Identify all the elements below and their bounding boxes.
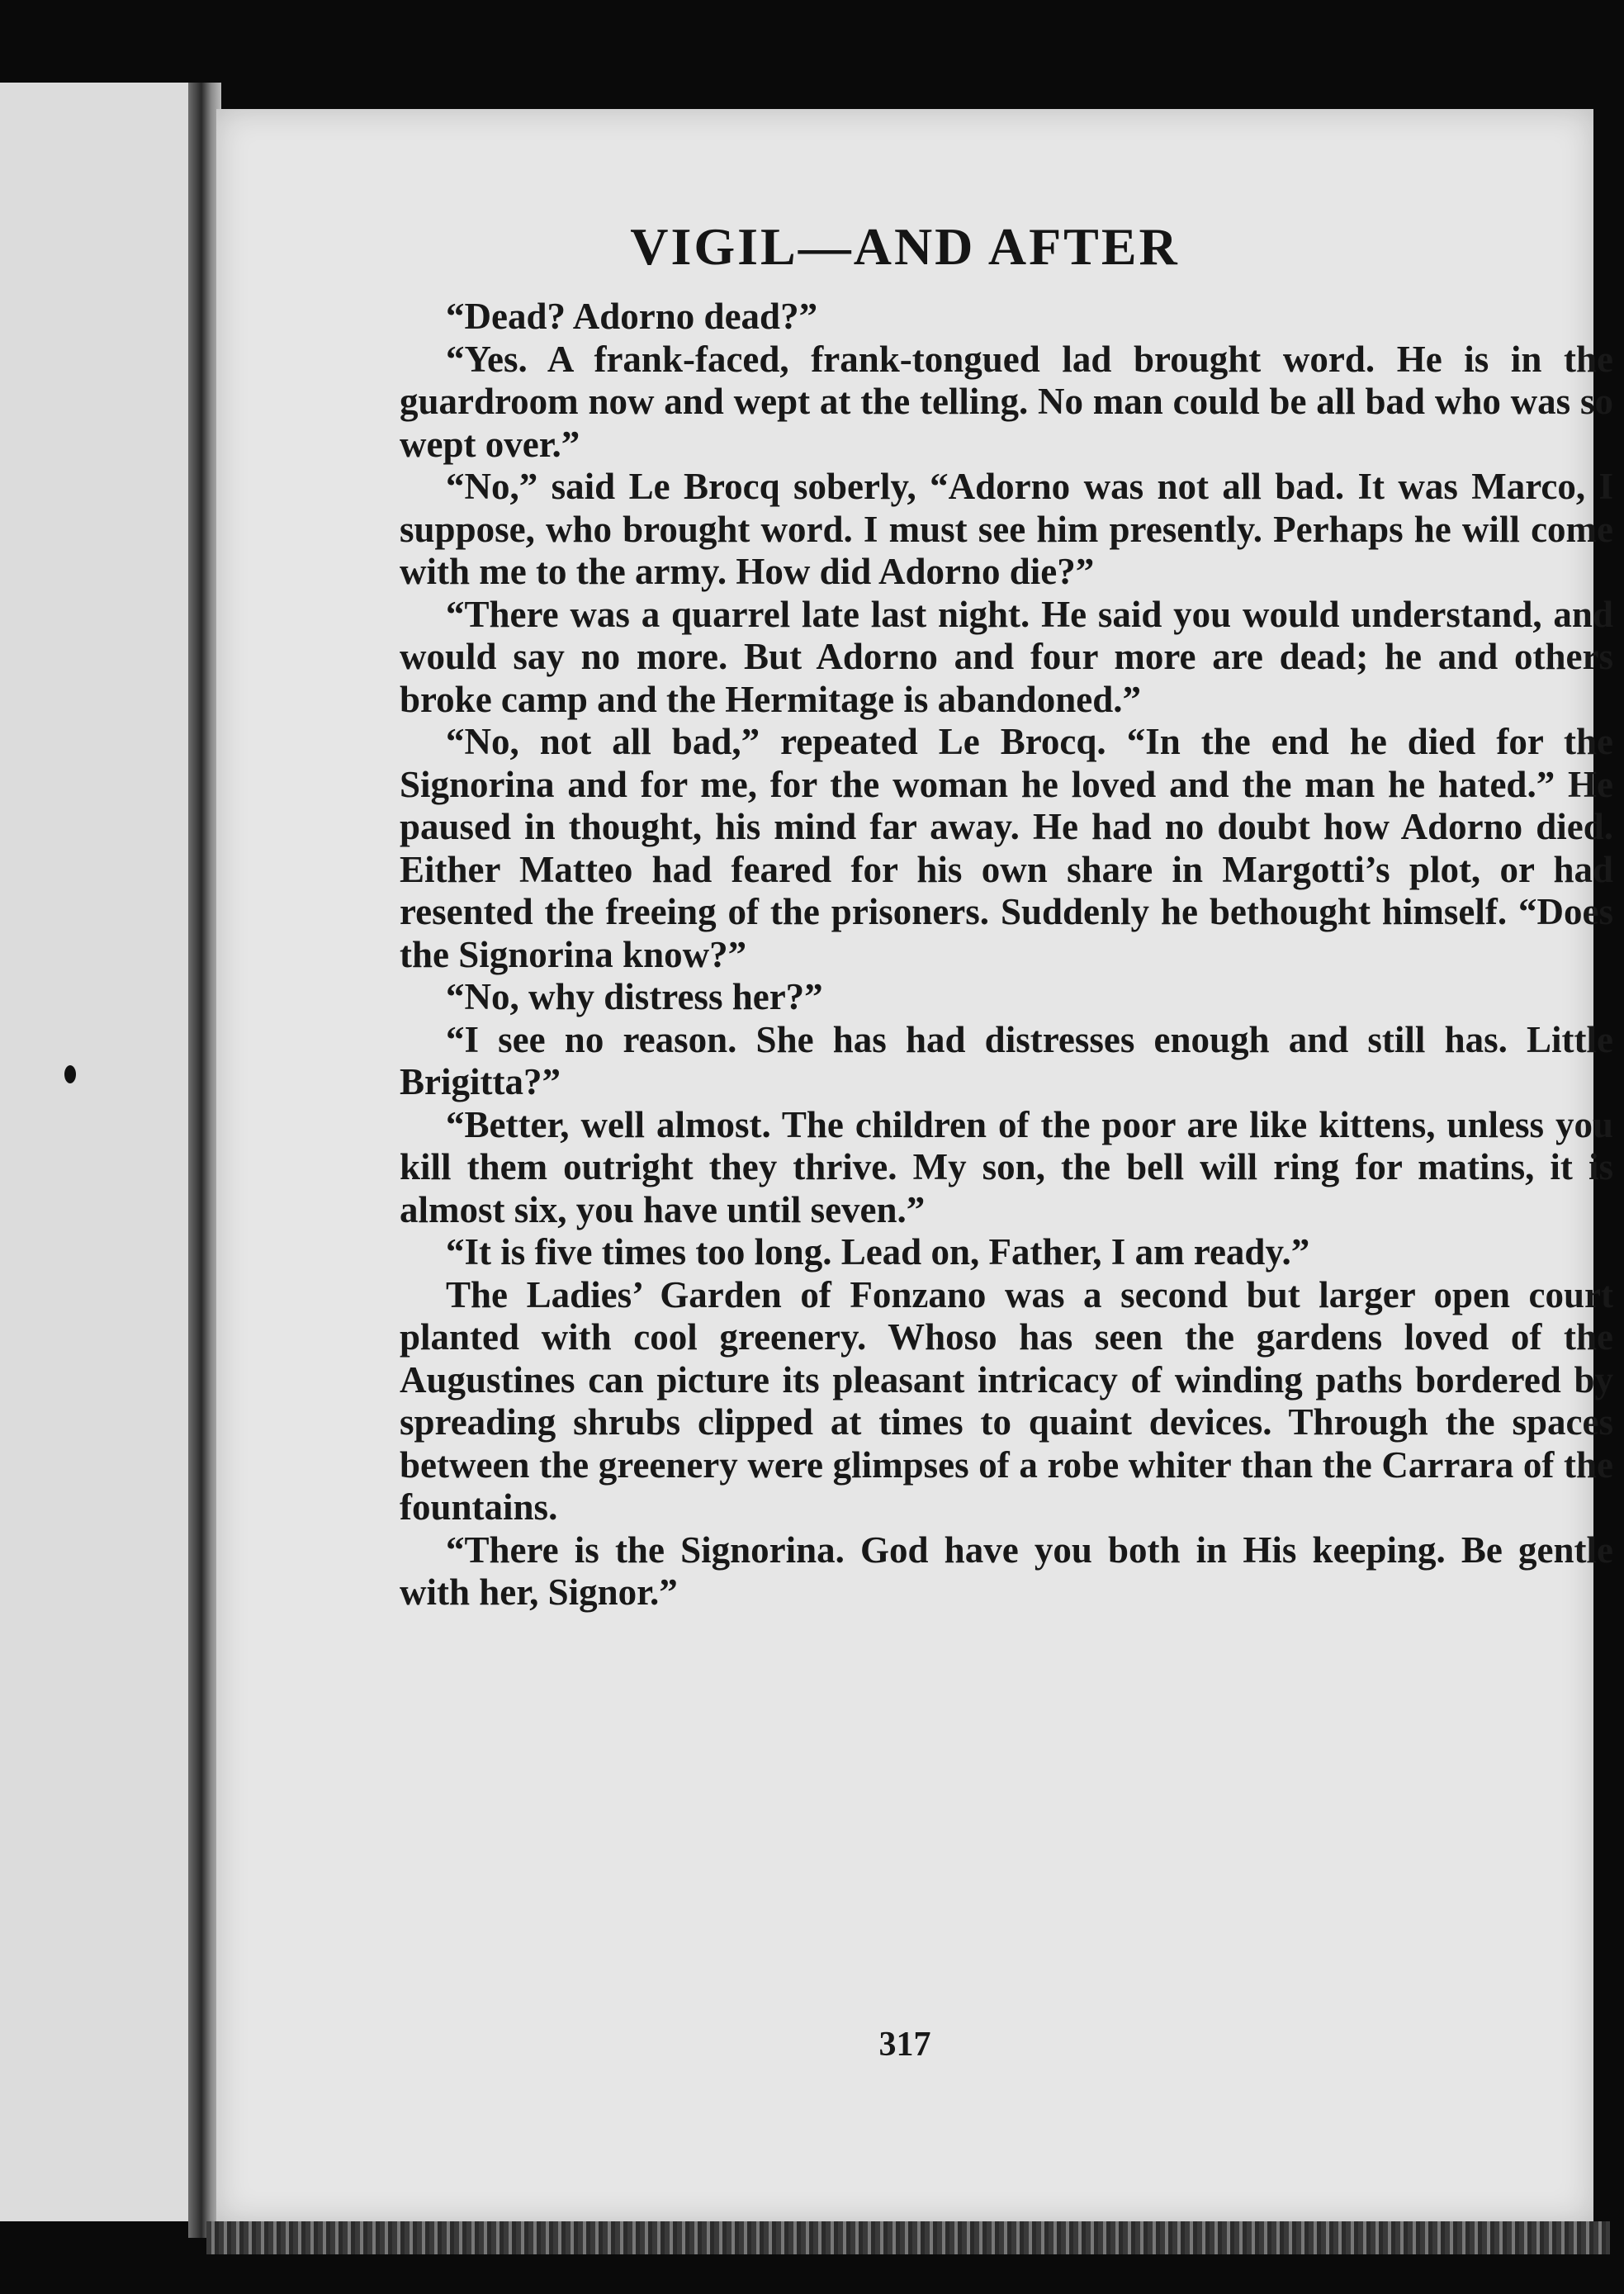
facing-page <box>0 83 194 2221</box>
ink-spot <box>64 1065 76 1083</box>
page-number: 317 <box>878 2026 931 2064</box>
paragraph: “There was a quarrel late last night. He said you would understand, and would say no more. But Adorno and four more are dead; he and others broke camp and the Hermitage is abandoned.” <box>400 593 1613 720</box>
running-head: VIGIL—AND AFTER <box>630 217 1180 276</box>
paragraph: “No, why distress her?” <box>446 976 823 1017</box>
body-text <box>400 296 1613 1614</box>
paragraph: “Yes. A frank-faced, frank-tongued lad brought word. He is in the guardroom now and wept at the telling. No man could be all bad who was so wept over.” <box>400 338 1613 465</box>
book-page <box>216 109 1613 2223</box>
paragraph: The Ladies’ Garden of Fonzano was a second but larger open court planted with cool greenery. Whoso has seen the gardens loved of the Augustines can picture its pleasant intricacy of winding paths bordered by spreading shrubs clipped at times to quaint devices. Through the spaces between the greenery were glimpses of a robe whiter than the Carrara of the fountains. <box>400 1273 1613 1528</box>
paragraph: “Dead? Adorno dead?” <box>446 296 818 337</box>
paragraph: “Better, well almost. The children of the poor are like kittens, unless you kill them outright they thrive. My son, the bell will ring for matins, it is almost six, you have until seven.” <box>400 1103 1613 1230</box>
paragraph: “No, not all bad,” repeated Le Brocq. “In the end he died for the Signorina and for me, for the woman he loved and the man he hated.” He paused in thought, his mind far away. He had no doubt how Adorno died. Either Matteo had feared for his own share in Margotti’s plot, or had resented the freeing of the prisoners. Suddenly he bethought himself. “Does the Signorina know?” <box>400 721 1613 975</box>
paragraph: “No,” said Le Brocq soberly, “Adorno was not all bad. It was Marco, I suppose, who brought word. I must see him presently. Perhaps he will come with me to the army. How did Adorno die?” <box>400 466 1613 592</box>
paragraph: “I see no reason. She has had distresses enough and still has. Little Brigitta?” <box>400 1018 1613 1102</box>
paragraph: “There is the Signorina. God have you both in His keeping. Be gentle with her, Signor.” <box>400 1529 1613 1613</box>
page-edges <box>206 2221 1610 2254</box>
paragraph: “It is five times too long. Lead on, Father, I am ready.” <box>446 1231 1310 1273</box>
